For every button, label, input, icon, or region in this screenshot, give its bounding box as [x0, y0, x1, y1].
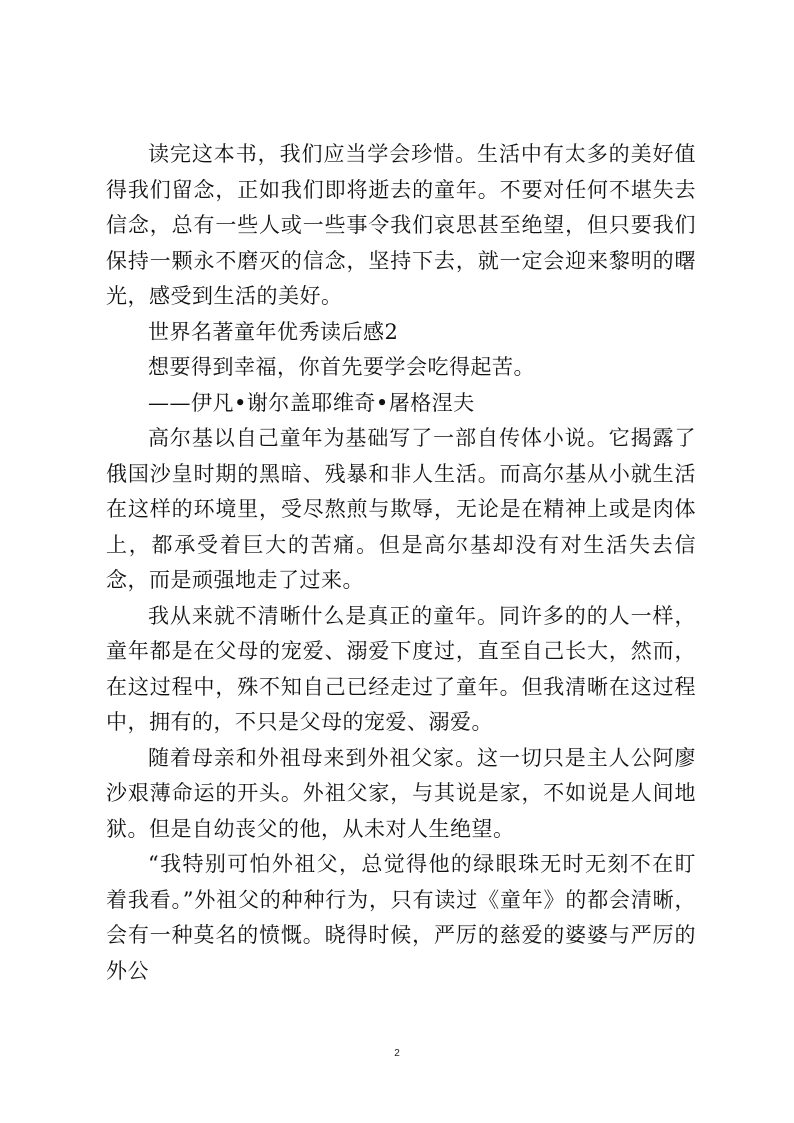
paragraph-grandfather-home: 随着母亲和外祖母来到外祖父家。这一切只是主人公阿廖沙艰薄命运的开头。外祖父家，与其说是家，不如说是人间地狱。但是自幼丧父的他，从未对人生绝望。	[106, 745, 696, 841]
page-number: 2	[394, 1048, 400, 1059]
epigraph-quote: 想要得到幸福，你首先要学会吃得起苦。	[148, 355, 535, 379]
epigraph-author: ——伊凡•谢尔盖耶维奇•屠格涅夫	[148, 390, 475, 415]
section-heading: 世界名著童年优秀读后感2	[148, 319, 399, 344]
document-body	[106, 137, 696, 989]
paragraph-grandfather-fear: “我特别可怕外祖父，总觉得他的绿眼珠无时无刻不在盯着我看。”外祖父的种种行为，只有读过《童年》的都会清晰，会有一种莫名的愤慨。晓得时候，严厉的慈爱的婆婆与严厉的外公	[106, 852, 696, 983]
paragraph-childhood: 我从来就不清晰什么是真正的童年。同许多的的人一样，童年都是在父母的宠爱、溺爱下度过，直至自己长大，然而，在这过程中，殊不知自己已经走过了童年。但我清晰在这过程中，拥有的，不只是父母的宠爱、溺爱。	[106, 603, 696, 734]
paragraph-reflection: 读完这本书，我们应当学会珍惜。生活中有太多的美好值得我们留念，正如我们即将逝去的童年。不要对任何不堪失去信念，总有一些人或一些事令我们哀思甚至绝望，但只要我们保持一颗永不磨灭的信念，坚持下去，就一定会迎来黎明的曙光，感受到生活的美好。	[106, 142, 696, 308]
paragraph-gorky-intro: 高尔基以自己童年为基础写了一部自传体小说。它揭露了俄国沙皇时期的黑暗、残暴和非人生活。而高尔基从小就生活在这样的环境里，受尽熬煎与欺辱，无论是在精神上或是肉体上，都承受着巨大的苦痛。但是高尔基却没有对生活失去信念，而是顽强地走了过来。	[106, 426, 696, 592]
